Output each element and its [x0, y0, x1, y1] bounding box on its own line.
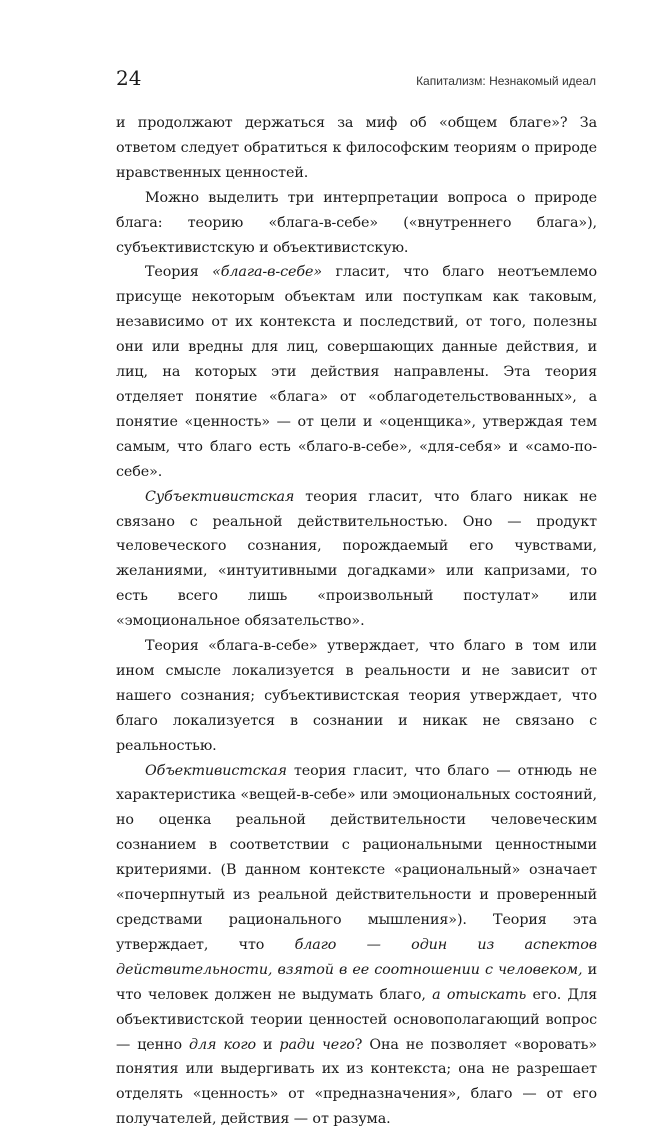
- italic-phrase: благо — один из аспектов действительности, взятой в ее соотношении с человеком,: [116, 936, 597, 978]
- text-run: и: [255, 1036, 280, 1053]
- text-run: гласит, что благо неотъемлемо присуще некоторым объектам или поступкам как таковым, независимо от их контекста и последствий, от того, полезны они или вредны для лиц, совершающих данные действия, и лиц, на которых эти действия направлены. Эта теория отделяет понятие «блага» от «облагодетельствованных», а понятие «ценность» — от цели и «оценщика», утверждая тем самым, что благо есть «благо-в-себе», «для-себя» и «само-по-себе».: [116, 264, 597, 480]
- paragraph-6: [116, 759, 597, 1132]
- italic-phrase: а отыскать: [432, 986, 527, 1003]
- text-run: Теория «блага-в-себе» утверждает, что благо в том или ином смысле локализуется в реальности и не зависит от нашего сознания; субъективистская теория утверждает, что благо локализуется в сознании и никак не связано с реальностью.: [116, 638, 597, 754]
- italic-term: Субъективистская: [145, 488, 295, 505]
- paragraph-4: [116, 485, 597, 634]
- page-header: [116, 66, 596, 96]
- text-run: и продолжают держаться за миф об «общем благе»? За ответом следует обратиться к философским теориям о природе нравственных ценностей.: [116, 115, 597, 181]
- text-run: теория гласит, что благо — отнюдь не характеристика «вещей-в-себе» или эмоциональных состояний, но оценка реальной действительности человеческим сознанием в соответствии с рациональными ценностными критериями. (В данном контексте «рациональный» означает «почерпнутый из реальной действительности и проверенный средствами рационального мышления»). Теория эта утверждает, что: [116, 762, 597, 953]
- italic-phrase: для кого: [189, 1036, 256, 1053]
- paragraph-5: [116, 634, 597, 759]
- text-run: Теория: [145, 264, 213, 281]
- page-number: 24: [116, 66, 142, 90]
- text-run: Можно выделить три интерпретации вопроса о природе блага: теорию «блага-в-себе» («внутреннего блага»), субъективистскую и объективистскую.: [116, 189, 597, 256]
- italic-term: «блага-в-себе»: [212, 264, 322, 281]
- paragraph-2: [116, 186, 597, 261]
- text-run: теория гласит, что благо никак не связано с реальной действительностью. Оно — продукт человеческого сознания, порождаемый его чувствами, желаниями, «интуитивными догадками» или капризами, то есть всего лишь «произвольный постулат» или «эмоциональное обязательство».: [116, 488, 597, 630]
- text-run: ? Она не позволяет «воровать» понятия или выдергивать их из контекста; она не разрешает отделять «ценность» от «предназначения», благо — от его получателей, действия — от разума.: [116, 1036, 597, 1128]
- text-run: его. Для объективистской теории ценностей основополагающий вопрос — ценно: [116, 986, 597, 1053]
- text-run: и что человек должен не выдумать благо,: [116, 961, 598, 1003]
- paragraph-1: [116, 111, 597, 186]
- italic-phrase: ради чего: [279, 1036, 355, 1053]
- body-text: [116, 111, 597, 1132]
- running-title: Капитализм: Незнакомый идеал: [416, 74, 596, 88]
- italic-term: Объективистская: [145, 762, 287, 779]
- paragraph-3: [116, 260, 597, 484]
